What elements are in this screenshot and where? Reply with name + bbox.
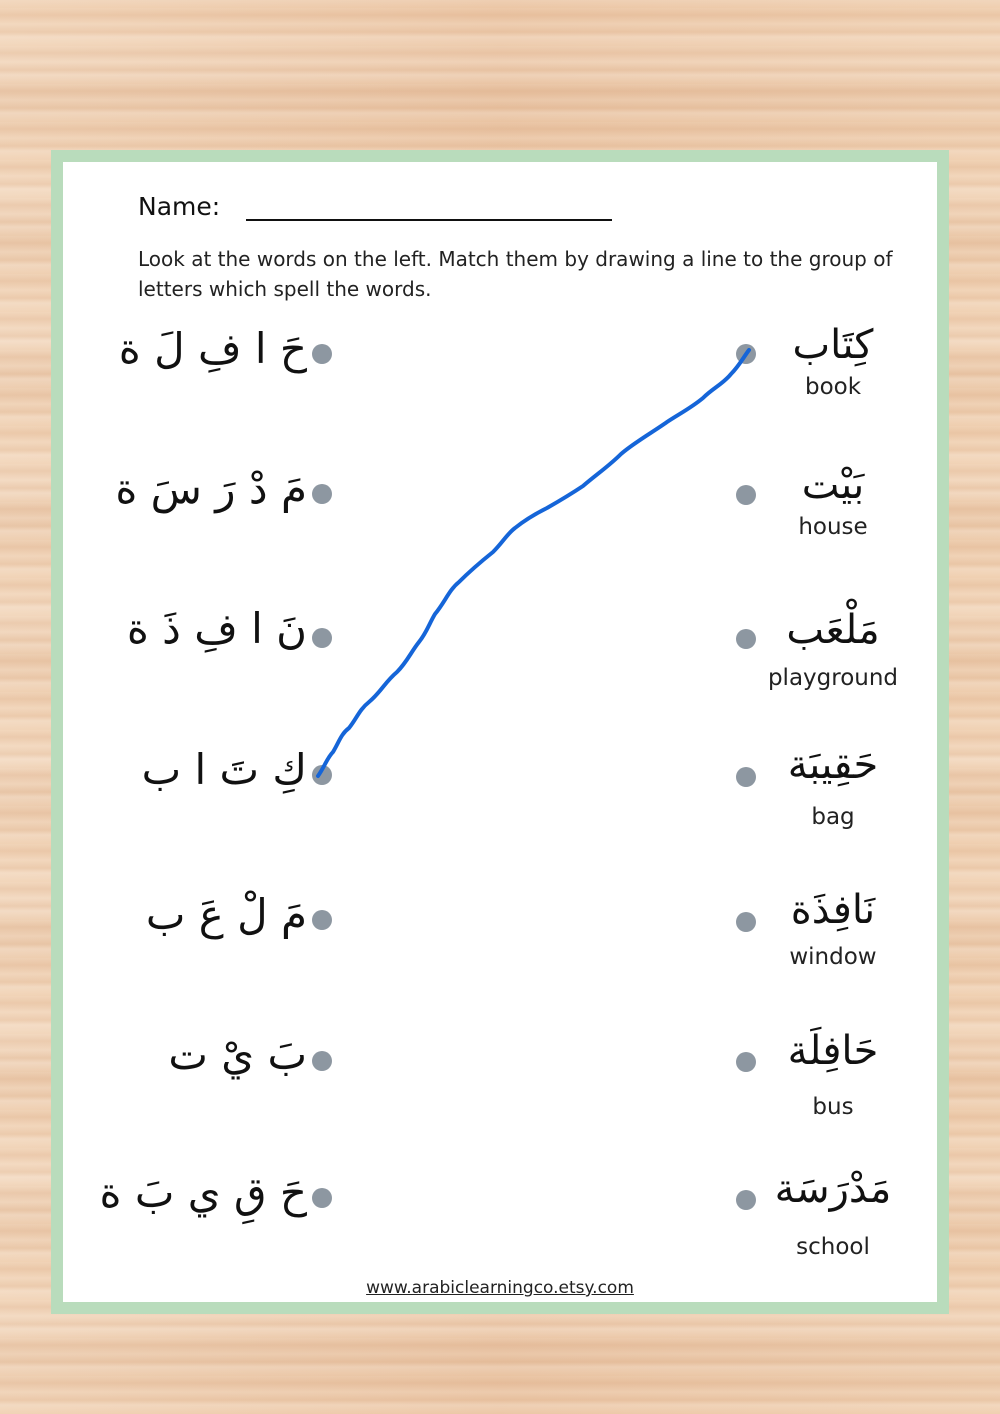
right-word-english-2: house <box>798 514 868 540</box>
right-word-arabic-1: كِتَاب <box>792 322 874 368</box>
left-letters-1: حَ ا فِ لَ ة <box>118 324 307 373</box>
name-label: Name: <box>138 192 221 221</box>
right-word-english-6: bus <box>812 1094 854 1120</box>
right-word-english-5: window <box>789 944 877 970</box>
hand-drawn-match-line <box>63 162 937 1302</box>
right-word-arabic-6: حَافِلَة <box>787 1028 879 1074</box>
left-letters-4: كِ تَ ا ب <box>141 745 307 794</box>
left-letters-6: بَ يْ ت <box>168 1030 307 1079</box>
right-word-english-4: bag <box>811 804 855 830</box>
left-letters-7: حَ قِ ي بَ ة <box>99 1168 307 1217</box>
instructions-text: Look at the words on the left. Match them by drawing a line to the group of letters which spell the words. <box>138 247 893 301</box>
right-word-arabic-7: مَدْرَسَة <box>774 1166 892 1212</box>
left-letters-2: مَ دْ رَ سَ ة <box>115 464 307 513</box>
left-letters-5: مَ لْ عَ ب <box>145 890 307 939</box>
right-word-arabic-3: مَلْعَب <box>786 607 880 653</box>
right-word-english-3: playground <box>767 665 899 691</box>
right-word-english-1: book <box>804 374 862 400</box>
right-word-arabic-2: بَيْت <box>801 462 865 508</box>
worksheet-page <box>63 162 937 1302</box>
footer-website-link[interactable]: www.arabiclearningco.etsy.com <box>366 1278 634 1298</box>
worksheet-border <box>51 150 949 1314</box>
right-word-arabic-4: حَقِيبَة <box>787 742 879 788</box>
right-word-english-7: school <box>796 1234 870 1260</box>
right-word-arabic-5: نَافِذَة <box>790 887 876 933</box>
left-letters-3: نَ ا فِ ذَ ة <box>126 604 307 653</box>
